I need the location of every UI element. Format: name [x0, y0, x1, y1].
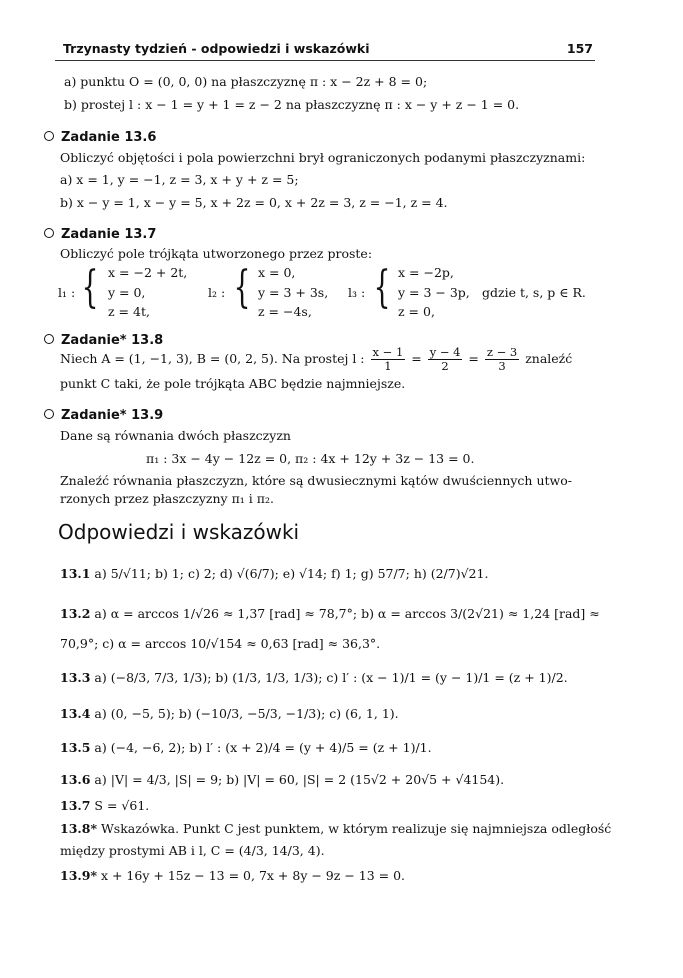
l3-x: x = −2p, — [398, 265, 454, 280]
l2-y: y = 3 + 3s, — [258, 285, 329, 300]
exercise-13-8-line1: Niech A = (1, −1, 3), B = (0, 2, 5). Na prostej l : $\frac{x - 1}{1}$ = $\frac{y - 4}{2}$ = $\frac{z - 3}{3}$ znaleźć — [60, 345, 573, 373]
exercise-13-8-line2: punkt C taki, że pole trójkąta ABC będzie najmniejsze. — [60, 376, 406, 391]
page-number: 157 — [566, 41, 593, 56]
l3-y: y = 3 − 3p, — [398, 285, 470, 300]
answer-13-3: 13.3 a) (−8/3, 7/3, 1/3); b) (1/3, 1/3, 1/3); c) l′ : (x − 1)/1 = (y − 1)/1 = (z + 1)/2. — [60, 670, 568, 685]
exercise-13-6-text: Obliczyć objętości i pola powierzchni brył ograniczonych podanymi płaszczyznami: — [60, 150, 586, 165]
l1-y: y = 0, — [108, 285, 146, 300]
answer-13-5: 13.5 a) (−4, −6, 2); b) l′ : (x + 2)/4 = (y + 4)/5 = (z + 1)/1. — [60, 740, 432, 755]
l2-x: x = 0, — [258, 265, 296, 280]
param-domain: gdzie t, s, p ∈ R. — [482, 285, 586, 300]
brace-l2: { — [233, 262, 251, 313]
exercise-13-8-title: Zadanie* 13.8 — [44, 333, 163, 348]
l3-z: z = 0, — [398, 304, 435, 319]
exercise-13-6-title: Zadanie 13.6 — [44, 130, 156, 145]
answer-13-4: 13.4 a) (0, −5, 5); b) (−10/3, −5/3, −1/3); c) (6, 1, 1). — [60, 706, 399, 721]
exercise-13-8-post: znaleźć — [525, 351, 573, 366]
fraction-z: $\frac{z - 3}{3}$ — [486, 345, 518, 373]
answer-13-8-line2: między prostymi AB i l, C = (4/3, 14/3, 4). — [60, 843, 325, 858]
bullet-icon — [44, 334, 54, 344]
running-header — [55, 36, 595, 61]
exercise-13-9-line3: Znaleźć równania płaszczyzn, które są dwusiecznymi kątów dwuściennych utwo- — [60, 473, 572, 488]
l1-label: l₁ : — [58, 285, 76, 300]
l1-z: z = 4t, — [108, 304, 150, 319]
exercise-13-7-title: Zadanie 13.7 — [44, 227, 156, 242]
exercise-13-9-equations: π₁ : 3x − 4y − 12z = 0, π₂ : 4x + 12y + 3z − 13 = 0. — [146, 451, 475, 466]
answer-13-2-line1: 13.2 a) α = arccos 1/√26 ≈ 1,37 [rad] ≈ 78,7°; b) α = arccos 3/(2√21) ≈ 1,24 [rad] ≈ — [60, 606, 600, 621]
fraction-y: $\frac{y - 4}{2}$ — [429, 345, 461, 373]
exercise-13-8-pre: Niech A = (1, −1, 3), B = (0, 2, 5). Na prostej l : — [60, 351, 365, 366]
answer-13-8-line1: 13.8* Wskazówka. Punkt C jest punktem, w którym realizuje się najmniejsza odległość — [60, 821, 612, 836]
exercise-13-6-b: b) x − y = 1, x − y = 5, x + 2z = 0, x + 2z = 3, z = −1, z = 4. — [60, 195, 448, 210]
answers-heading: Odpowiedzi i wskazówki — [58, 520, 300, 544]
bullet-icon — [44, 409, 54, 419]
fraction-x: $\frac{x - 1}{1}$ — [372, 345, 404, 373]
header-title: Trzynasty tydzień - odpowiedzi i wskazówki — [63, 41, 370, 56]
answer-13-7: 13.7 S = √61. — [60, 798, 150, 813]
brace-l3: { — [373, 262, 391, 313]
answer-13-9: 13.9* x + 16y + 15z − 13 = 0, 7x + 8y − 9z − 13 = 0. — [60, 868, 406, 883]
l2-label: l₂ : — [208, 285, 226, 300]
l1-x: x = −2 + 2t, — [108, 265, 188, 280]
bullet-icon — [44, 228, 54, 238]
exercise-13-9-line4: rzonych przez płaszczyzny π₁ i π₂. — [60, 491, 274, 506]
l3-label: l₃ : — [348, 285, 366, 300]
answer-13-1: 13.1 a) 5/√11; b) 1; c) 2; d) √(6/7); e) √14; f) 1; g) 57/7; h) (2/7)√21. — [60, 566, 489, 581]
exercise-13-9-text: Dane są równania dwóch płaszczyzn — [60, 428, 291, 443]
answer-13-2-line2: 70,9°; c) α = arccos 10/√154 ≈ 0,63 [rad] ≈ 36,3°. — [60, 636, 381, 651]
exercise-13-7-text: Obliczyć pole trójkąta utworzonego przez proste: — [60, 246, 373, 261]
exercise-13-9-title: Zadanie* 13.9 — [44, 408, 163, 423]
l2-z: z = −4s, — [258, 304, 312, 319]
exercise-13-6-a: a) x = 1, y = −1, z = 3, x + y + z = 5; — [60, 172, 299, 187]
line-systems — [58, 262, 618, 325]
line-a-point: a) punktu O = (0, 0, 0) na płaszczyznę π : x − 2z + 8 = 0; — [64, 74, 428, 89]
brace-l1: { — [81, 262, 99, 313]
bullet-icon — [44, 131, 54, 141]
line-b-line: b) prostej l : x − 1 = y + 1 = z − 2 na płaszczyznę π : x − y + z − 1 = 0. — [64, 97, 520, 112]
answer-13-6: 13.6 a) |V| = 4/3, |S| = 9; b) |V| = 60, |S| = 2 (15√2 + 20√5 + √4154). — [60, 772, 505, 787]
